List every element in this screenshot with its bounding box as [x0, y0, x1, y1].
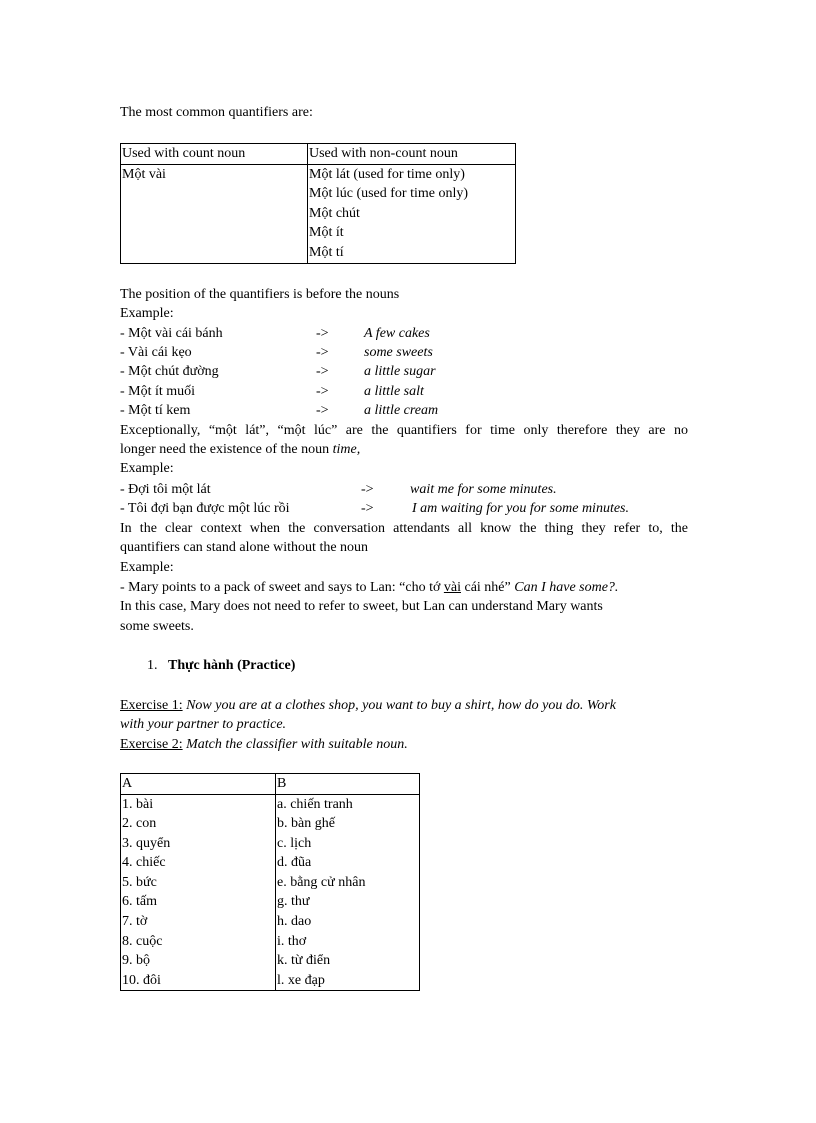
column-a: [121, 794, 276, 991]
list-item: 4. chiếc: [122, 855, 166, 871]
list-item: l. xe đạp: [277, 972, 325, 988]
exercise-1-label: Exercise 1:: [120, 698, 183, 713]
noncount-item: Một tí: [309, 244, 344, 260]
header-a: A: [121, 774, 276, 795]
exception-text: Exceptionally, “một lát”, “một lúc” are the quantifiers for time only therefore they are no: [120, 423, 688, 438]
mary-explanation-2: some sweets.: [120, 619, 194, 634]
example-row: - Một tí kem -> a little cream: [120, 403, 439, 418]
count-cell: [121, 164, 308, 263]
list-item: 2. con: [122, 816, 157, 832]
mary-example: - Mary points to a pack of sweet and says to Lan: “cho tớ vài cái nhé” Can I have some?.: [120, 580, 619, 595]
header-count: Used with count noun: [121, 144, 308, 165]
exception-text-2: longer need the existence of the noun time,: [120, 442, 361, 457]
list-item: 9. bộ: [122, 953, 150, 969]
list-item: c. lịch: [277, 835, 312, 851]
intro-text: The most common quantifiers are:: [120, 105, 313, 120]
noncount-item: Một chút: [309, 205, 360, 221]
list-item: k. từ điển: [277, 953, 331, 969]
header-noncount: Used with non-count noun: [308, 144, 516, 165]
example-row: - Một chút đường -> a little sugar: [120, 364, 436, 379]
example-row: - Đợi tôi một lát -> wait me for some minutes.: [120, 482, 557, 497]
list-item: 5. bức: [122, 874, 157, 890]
underlined-word: vài: [443, 580, 461, 595]
noncount-cell: [308, 164, 516, 263]
example-row: - Tôi đợi bạn được một lúc rồi -> I am waiting for you for some minutes.: [120, 501, 629, 516]
example-label: Example:: [120, 560, 174, 575]
list-item: 8. cuộc: [122, 933, 163, 949]
list-item: 7. tờ: [122, 914, 148, 930]
context-text-2: quantifiers can stand alone without the noun: [120, 540, 369, 555]
context-text: In the clear context when the conversation attendants all know the thing they refer to, the: [120, 521, 688, 536]
exercise-2-text: Match the classifier with suitable noun.: [186, 737, 408, 752]
example-row: - Một vài cái bánh -> A few cakes: [120, 326, 430, 341]
mary-explanation: In this case, Mary does not need to refer to sweet, but Lan can understand Mary wants: [120, 599, 603, 614]
list-item: e. bằng cử nhân: [277, 874, 366, 890]
list-item: 1. bài: [122, 796, 154, 812]
list-item: 10. đôi: [122, 972, 161, 988]
list-item: 3. quyển: [122, 835, 171, 851]
noncount-item: Một lát (used for time only): [309, 166, 465, 182]
header-b: B: [276, 774, 420, 795]
list-item: 6. tấm: [122, 894, 157, 910]
noncount-item: Một lúc (used for time only): [309, 186, 469, 202]
exercise-2: [120, 735, 408, 754]
list-item: h. dao: [277, 914, 312, 930]
section-title: Thực hành (Practice): [168, 658, 296, 673]
count-item: Một vài: [122, 166, 166, 182]
exercise-1-text: Now you are at a clothes shop, you want to buy a shirt, how do you do. Work: [186, 698, 616, 713]
noun-time: time,: [332, 442, 361, 457]
list-item: b. bàn ghế: [277, 816, 335, 832]
section-number: 1.: [147, 658, 158, 673]
list-item: a. chiến tranh: [277, 796, 353, 812]
list-item: i. thơ: [277, 933, 307, 949]
position-note: The position of the quantifiers is before the nouns: [120, 287, 400, 302]
quantifier-table: [120, 143, 516, 264]
noncount-item: Một ít: [309, 225, 344, 241]
example-label: Example:: [120, 306, 174, 321]
example-row: - Một ít muối -> a little salt: [120, 384, 424, 399]
exercise-1-text-2: with your partner to practice.: [120, 717, 287, 732]
exercise-2-label: Exercise 2:: [120, 737, 183, 752]
match-table: [120, 773, 420, 991]
list-item: g. thư: [277, 894, 310, 910]
example-row: - Vài cái kẹo -> some sweets: [120, 345, 433, 360]
column-b: [276, 794, 420, 991]
exercise-1: [120, 696, 616, 715]
example-label: Example:: [120, 461, 174, 476]
list-item: d. đũa: [277, 855, 312, 871]
